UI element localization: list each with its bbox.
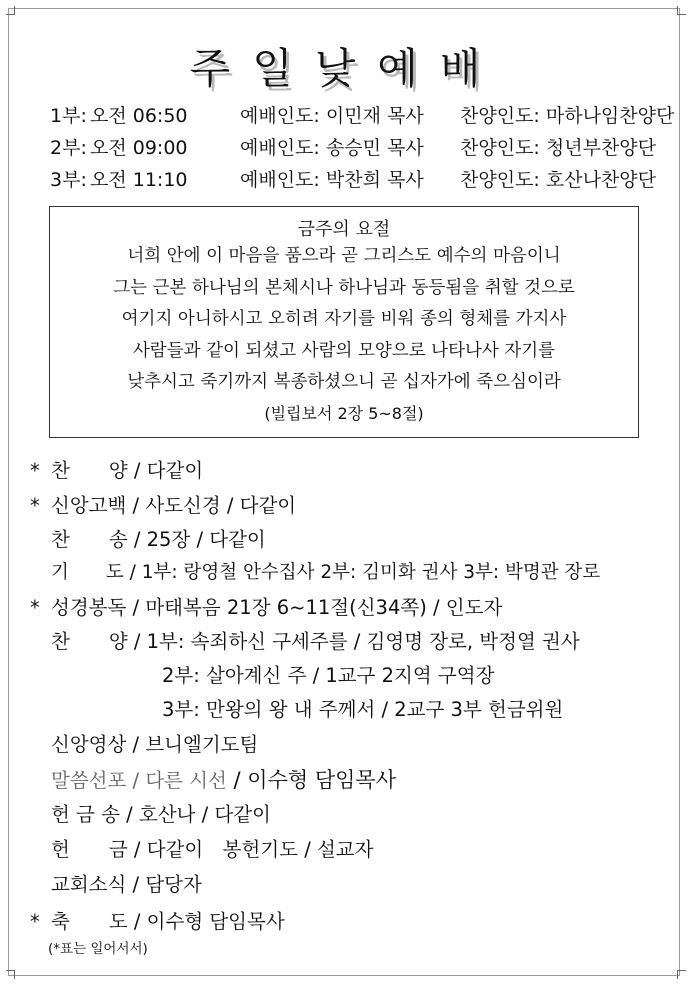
order-item — [30, 524, 266, 552]
order-text: 찬 양 / 다같이 — [51, 459, 204, 482]
standing-mark: * — [30, 494, 40, 517]
service-row — [50, 133, 656, 160]
standing-mark: * — [30, 596, 40, 619]
service-choir: 찬양인도: 마하나임찬양단 — [460, 105, 675, 127]
corner-mark — [677, 6, 686, 15]
order-text: 신앙영상 / 브니엘기도팀 — [51, 733, 259, 756]
order-text: 찬 양 / 1부: 속죄하신 구세주를 / 김영명 장로, 박정열 권사 — [51, 630, 580, 653]
order-text: / 이수형 담임목사 — [226, 768, 396, 792]
order-text: 헌 금 송 / 호산나 / 다같이 — [51, 803, 271, 826]
service-part: 3부: — [50, 169, 87, 191]
service-time: 오전 09:00 — [90, 137, 188, 159]
sermon-title: 말씀선포 / 다른 시선 — [51, 769, 227, 792]
order-item — [30, 558, 600, 584]
corner-mark — [677, 970, 686, 979]
service-leader: 예배인도: 송승민 목사 — [240, 137, 424, 159]
order-item — [30, 729, 258, 757]
order-item — [30, 626, 580, 654]
service-time: 오전 06:50 — [90, 105, 188, 127]
order-item — [30, 869, 202, 897]
verse-line: 여기지 아니하시고 오히려 자기를 비워 종의 형체를 가지사 — [121, 309, 567, 329]
verse-line: 사람들과 같이 되셨고 사람의 모양으로 나타나사 자기를 — [132, 340, 556, 361]
standing-mark: * — [30, 910, 40, 933]
order-text: 헌 금 / 다같이 봉헌기도 / 설교자 — [51, 838, 374, 861]
corner-mark — [6, 6, 15, 15]
praise-continuation: 3부: 만왕의 왕 내 주께서 / 2교구 3부 헌금위원 — [162, 698, 564, 721]
verse-line: 그는 근본 하나님의 본체시나 하나님과 동등됨을 취할 것으로 — [113, 277, 575, 298]
order-item — [30, 455, 203, 483]
footnote: (*표는 일어서서) — [48, 941, 148, 957]
praise-continuation: 2부: 살아계신 주 / 1교구 2지역 구역장 — [162, 664, 495, 687]
order-text: 찬 송 / 25장 / 다같이 — [51, 528, 266, 551]
order-item — [30, 764, 396, 794]
page-title: 주일낮예배 — [189, 44, 503, 93]
service-row — [50, 101, 674, 128]
verse-heading: 금주의 요절 — [297, 219, 391, 240]
order-item — [30, 906, 285, 934]
order-text: 신앙고백 / 사도신경 / 다같이 — [51, 494, 297, 517]
order-text: 기 도 / 1부: 랑영철 안수집사 2부: 김미화 권사 3부: 박명관 장로 — [51, 562, 601, 583]
order-text: 성경봉독 / 마태복음 21장 6~11절(신34쪽) / 인도자 — [51, 596, 503, 619]
service-row — [50, 165, 656, 192]
service-part: 2부: — [50, 137, 87, 159]
corner-mark — [6, 970, 15, 979]
verse-reference: (빌립보서 2장 5~8절) — [264, 403, 424, 423]
service-choir: 찬양인도: 호산나찬양단 — [460, 169, 656, 191]
service-time: 오전 11:10 — [90, 169, 188, 191]
service-leader: 예배인도: 이민재 목사 — [240, 105, 424, 127]
order-text: 교회소식 / 담당자 — [51, 873, 202, 896]
order-item — [30, 799, 271, 827]
service-leader: 예배인도: 박찬희 목사 — [240, 169, 424, 191]
order-item — [30, 490, 296, 518]
service-part: 1부: — [50, 105, 87, 127]
verse-line: 낮추시고 죽기까지 복종하셨으니 곧 십자가에 죽으심이라 — [127, 372, 561, 392]
order-item — [30, 834, 373, 862]
order-text: 축 도 / 이수형 담임목사 — [51, 910, 285, 933]
service-choir: 찬양인도: 청년부찬양단 — [460, 137, 656, 159]
standing-mark: * — [30, 459, 40, 482]
verse-line: 너희 안에 이 마음을 품으라 곧 그리스도 예수의 마음이니 — [127, 246, 561, 266]
verse-box — [49, 206, 639, 438]
order-item — [30, 592, 502, 620]
